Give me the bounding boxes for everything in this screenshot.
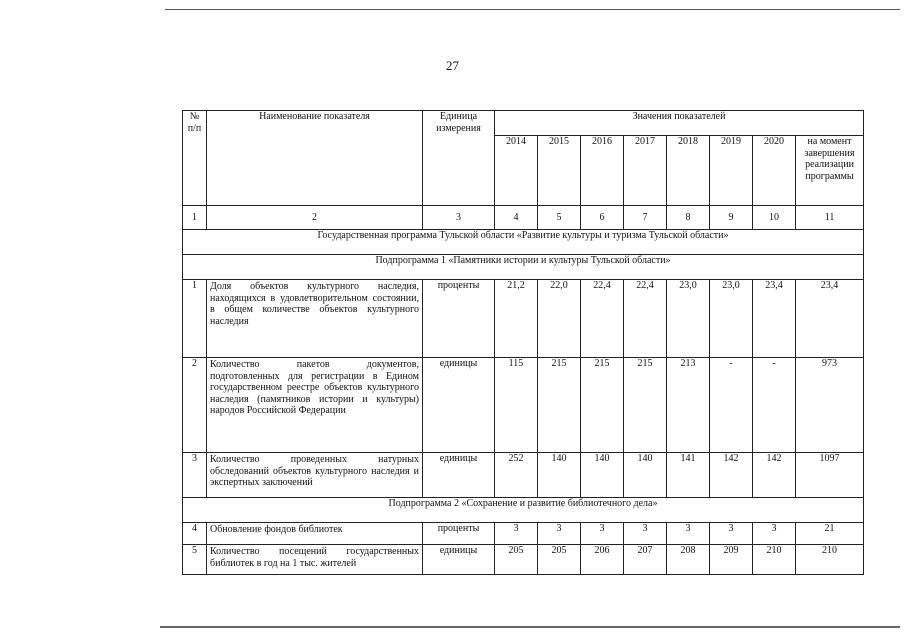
indicator-value: 23,0 xyxy=(667,280,710,358)
indicator-value: 206 xyxy=(581,545,624,575)
indicator-value: 23,4 xyxy=(753,280,796,358)
subprogram-title: Подпрограмма 1 «Памятники истории и культуры Тульской области» xyxy=(183,255,864,280)
row-number: 1 xyxy=(183,280,207,358)
column-number: 5 xyxy=(538,206,581,230)
indicator-name: Обновление фондов библиотек xyxy=(207,523,423,545)
row-number: 4 xyxy=(183,523,207,545)
column-number: 9 xyxy=(710,206,753,230)
page-number: 27 xyxy=(446,58,459,73)
indicator-value: 207 xyxy=(624,545,667,575)
header-values-group: Значения показателей xyxy=(495,111,864,136)
column-number: 7 xyxy=(624,206,667,230)
header-year: 2019 xyxy=(710,136,753,206)
column-number: 11 xyxy=(796,206,864,230)
indicator-value: 3 xyxy=(581,523,624,545)
indicators-table xyxy=(182,110,864,575)
indicator-value: 3 xyxy=(753,523,796,545)
indicator-value: 140 xyxy=(538,453,581,498)
indicator-unit: проценты xyxy=(423,523,495,545)
indicator-value: 142 xyxy=(710,453,753,498)
indicator-value: 3 xyxy=(624,523,667,545)
indicator-unit: проценты xyxy=(423,280,495,358)
indicator-value: 22,0 xyxy=(538,280,581,358)
indicator-value: 21,2 xyxy=(495,280,538,358)
table-row xyxy=(183,523,864,545)
indicator-value: 209 xyxy=(710,545,753,575)
indicator-value: 215 xyxy=(581,358,624,453)
indicator-name: Доля объектов культурного наследия, находящихся в удовлетворительном состоянии, в общем количестве объектов культурного наследия xyxy=(207,280,423,358)
top-rule xyxy=(165,9,900,10)
indicator-name: Количество проведенных натурных обследований объектов культурного наследия и экспертных заключений xyxy=(207,453,423,498)
indicator-value: 213 xyxy=(667,358,710,453)
indicator-value: 205 xyxy=(538,545,581,575)
indicator-value: 252 xyxy=(495,453,538,498)
bottom-rule xyxy=(160,626,900,628)
indicator-value: 21 xyxy=(796,523,864,545)
header-year: 2014 xyxy=(495,136,538,206)
indicator-value: 1097 xyxy=(796,453,864,498)
indicator-value: 141 xyxy=(667,453,710,498)
header-unit: Единица измерения xyxy=(423,111,495,206)
row-number: 3 xyxy=(183,453,207,498)
indicator-value: 142 xyxy=(753,453,796,498)
column-number-row xyxy=(183,206,864,230)
header-name: Наименование показателя xyxy=(207,111,423,206)
indicator-unit: единицы xyxy=(423,453,495,498)
column-number: 4 xyxy=(495,206,538,230)
column-number: 10 xyxy=(753,206,796,230)
indicator-name: Количество посещений государственных библиотек в год на 1 тыс. жителей xyxy=(207,545,423,575)
column-number: 2 xyxy=(207,206,423,230)
indicator-value: 23,4 xyxy=(796,280,864,358)
column-number: 8 xyxy=(667,206,710,230)
header-year: 2020 xyxy=(753,136,796,206)
header-year: 2015 xyxy=(538,136,581,206)
subprogram-title: Подпрограмма 2 «Сохранение и развитие библиотечного дела» xyxy=(183,498,864,523)
indicator-value: 3 xyxy=(495,523,538,545)
indicator-value: 3 xyxy=(538,523,581,545)
indicator-value: 3 xyxy=(667,523,710,545)
indicator-unit: единицы xyxy=(423,358,495,453)
indicator-value: 22,4 xyxy=(581,280,624,358)
row-number: 5 xyxy=(183,545,207,575)
header-year: 2016 xyxy=(581,136,624,206)
indicator-value: 208 xyxy=(667,545,710,575)
header-final: на момент завершения реализации программы xyxy=(796,136,864,206)
indicator-value: 23,0 xyxy=(710,280,753,358)
indicator-value: - xyxy=(753,358,796,453)
indicator-unit: единицы xyxy=(423,545,495,575)
indicator-value: 115 xyxy=(495,358,538,453)
indicator-value: 205 xyxy=(495,545,538,575)
indicator-name: Количество пакетов документов, подготовленных для регистрации в Едином государственном реестре объектов культурного наследия (памятников истории и культуры) народов Российской Федерации xyxy=(207,358,423,453)
indicator-value: 140 xyxy=(624,453,667,498)
indicator-value: - xyxy=(710,358,753,453)
program-title: Государственная программа Тульской области «Развитие культуры и туризма Тульской области» xyxy=(183,230,864,255)
indicator-value: 140 xyxy=(581,453,624,498)
indicator-value: 210 xyxy=(753,545,796,575)
table-row xyxy=(183,453,864,498)
indicator-value: 215 xyxy=(538,358,581,453)
table-row xyxy=(183,358,864,453)
indicator-value: 210 xyxy=(796,545,864,575)
header-year: 2018 xyxy=(667,136,710,206)
indicator-value: 215 xyxy=(624,358,667,453)
indicator-value: 973 xyxy=(796,358,864,453)
table-row xyxy=(183,545,864,575)
row-number: 2 xyxy=(183,358,207,453)
indicator-value: 22,4 xyxy=(624,280,667,358)
header-year: 2017 xyxy=(624,136,667,206)
column-number: 3 xyxy=(423,206,495,230)
column-number: 1 xyxy=(183,206,207,230)
column-number: 6 xyxy=(581,206,624,230)
indicator-value: 3 xyxy=(710,523,753,545)
header-num: № п/п xyxy=(183,111,207,206)
table-row xyxy=(183,280,864,358)
